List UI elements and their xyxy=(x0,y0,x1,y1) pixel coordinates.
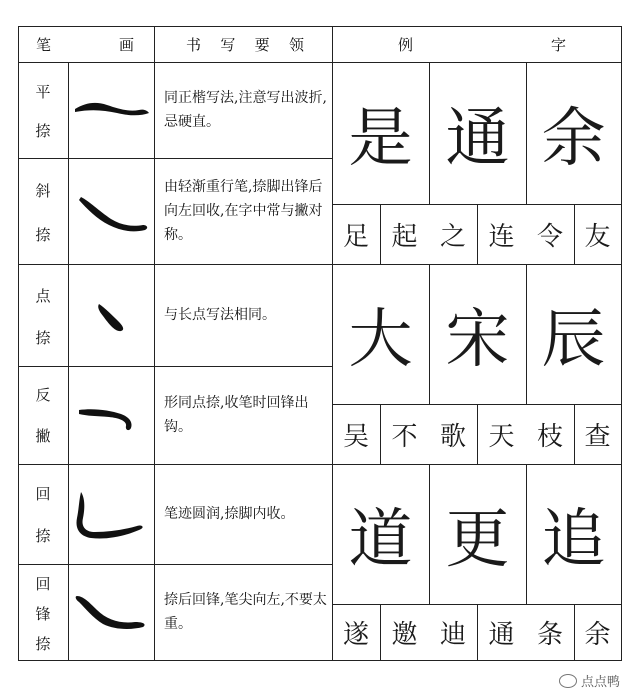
example-large-char: 宋 xyxy=(445,303,510,377)
stroke-name xyxy=(18,274,68,358)
example-small-char: 不 xyxy=(391,421,418,452)
stroke-sample xyxy=(68,564,154,660)
header-method-char: 书 xyxy=(186,35,204,54)
example-small-char: 之 xyxy=(439,221,466,252)
header-stroke-char: 画 xyxy=(118,35,136,54)
header-stroke xyxy=(36,26,136,62)
example-small-char: 枝 xyxy=(536,421,563,452)
method-text: 由轻渐重行笔,捺脚出锋后向左回收,在字中常与撇对称。 xyxy=(164,179,323,243)
stroke-name-char: 撇 xyxy=(35,427,51,445)
watermark-text: 点点鸭 xyxy=(580,675,620,690)
stroke-name-char: 捺 xyxy=(35,526,51,545)
stroke-name xyxy=(18,374,68,456)
example-small-char: 迪 xyxy=(439,619,466,650)
example-large-char: 余 xyxy=(541,102,606,176)
stroke-sample xyxy=(68,62,154,158)
watermark xyxy=(559,671,620,690)
example-large-char: 通 xyxy=(445,102,510,176)
example-small-char: 足 xyxy=(342,221,369,252)
stroke-name-char: 捺 xyxy=(35,328,51,347)
header-method-char: 要 xyxy=(254,35,272,54)
example-large-char: 追 xyxy=(541,503,606,577)
stroke-name xyxy=(18,568,68,658)
stroke-name-char: 回 xyxy=(35,574,51,593)
slant-na-stroke-icon xyxy=(71,181,151,241)
example-large-char: 大 xyxy=(348,303,413,377)
example-small-char: 遂 xyxy=(342,619,369,650)
method-text: 同正楷写法,注意写出波折,忌硬直。 xyxy=(164,90,327,130)
stroke-sample xyxy=(68,158,154,264)
flat-na-stroke-icon xyxy=(71,85,151,135)
example-small-char: 天 xyxy=(488,421,515,452)
return-na-stroke-icon xyxy=(71,474,151,554)
example-large-char: 道 xyxy=(348,503,413,577)
rule xyxy=(154,26,155,660)
return-tip-na-stroke-icon xyxy=(71,582,151,642)
example-small-char: 余 xyxy=(584,619,611,650)
stroke-name xyxy=(18,472,68,556)
example-small-char: 令 xyxy=(536,221,563,252)
method-text: 形同点捺,收笔时回锋出钩。 xyxy=(164,395,309,435)
method-text: 与长点写法相同。 xyxy=(164,307,276,323)
method-text: 笔迹圆润,捺脚内收。 xyxy=(164,506,295,522)
example-small-char: 起 xyxy=(391,221,418,252)
example-large-char: 更 xyxy=(445,503,510,577)
stroke-name-char: 锋 xyxy=(35,604,51,623)
example-small-char: 邀 xyxy=(391,619,418,650)
stroke-name xyxy=(18,168,68,256)
reverse-pie-stroke-icon xyxy=(71,390,151,440)
stroke-name-char: 点 xyxy=(35,286,51,305)
example-small-char: 连 xyxy=(488,221,515,252)
stroke-name xyxy=(18,72,68,150)
rule xyxy=(621,26,622,660)
example-small-char: 吴 xyxy=(342,421,369,452)
example-small-char: 条 xyxy=(536,619,563,650)
stroke-name-char: 捺 xyxy=(35,225,51,244)
stroke-name-char: 捺 xyxy=(35,122,51,140)
stroke-name-char: 斜 xyxy=(35,181,51,200)
header-stroke-char: 笔 xyxy=(36,35,54,54)
stroke-name-char: 反 xyxy=(35,386,51,404)
header-method-char: 领 xyxy=(288,35,306,54)
header-example-char: 字 xyxy=(550,35,568,54)
header-example xyxy=(398,26,568,62)
stroke-sample xyxy=(68,264,154,366)
stroke-name-char: 回 xyxy=(35,484,51,503)
stroke-table xyxy=(18,26,622,660)
rule xyxy=(18,660,622,661)
example-small-char: 友 xyxy=(584,221,611,252)
example-large-char: 辰 xyxy=(541,303,606,377)
example-large-char: 是 xyxy=(348,102,413,176)
header-example-char: 例 xyxy=(398,35,416,54)
method-text: 捺后回锋,笔尖向左,不要太重。 xyxy=(164,592,327,632)
stroke-sample xyxy=(68,366,154,464)
header-method xyxy=(186,26,306,62)
stroke-name-char: 平 xyxy=(35,83,51,101)
stroke-name-char: 捺 xyxy=(35,634,51,653)
rule xyxy=(18,26,622,27)
dot-na-stroke-icon xyxy=(81,290,141,340)
chat-bubble-icon xyxy=(559,674,577,688)
example-small-char: 歌 xyxy=(439,421,466,452)
example-small-char: 通 xyxy=(488,619,515,650)
header-method-char: 写 xyxy=(220,35,238,54)
example-small-char: 查 xyxy=(584,421,611,452)
stroke-sample xyxy=(68,464,154,564)
